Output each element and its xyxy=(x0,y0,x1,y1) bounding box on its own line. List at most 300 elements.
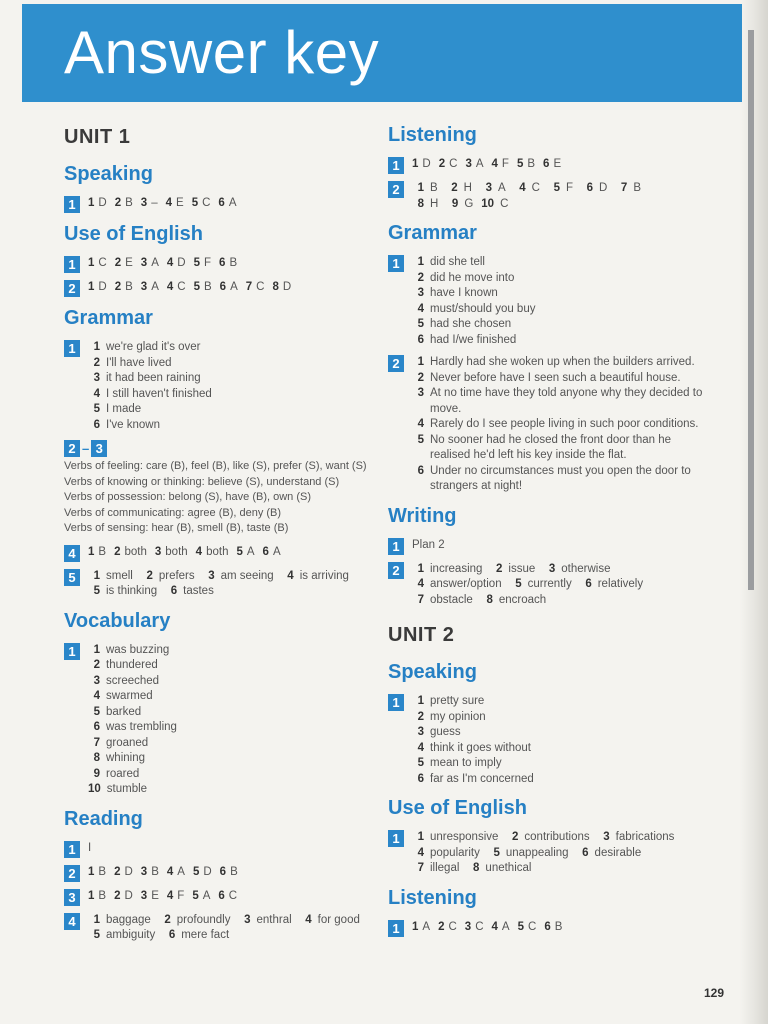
answer-list xyxy=(412,157,708,173)
exercise-number: 3 xyxy=(91,440,107,457)
answer-line xyxy=(412,562,708,578)
item-number: 1 xyxy=(93,341,100,353)
exercise-number: 1 xyxy=(388,830,404,847)
answer-item xyxy=(517,158,535,170)
list-item xyxy=(88,720,369,736)
answer-item xyxy=(438,921,457,933)
answer-list xyxy=(412,920,708,936)
item-answer: thundered xyxy=(106,659,158,671)
list-item xyxy=(88,356,369,372)
item-number: 4 xyxy=(166,865,174,878)
answer-item xyxy=(194,257,211,269)
item-number: 5 xyxy=(93,403,100,415)
item-answer: B xyxy=(204,281,212,293)
item-answer: ambiguity xyxy=(106,929,156,941)
item-number: 6 xyxy=(170,585,178,597)
left-column xyxy=(64,122,369,951)
item-number: 6 xyxy=(219,865,227,878)
item-answer: A xyxy=(202,889,211,902)
item-answer: D xyxy=(98,197,107,209)
item-number: 6 xyxy=(543,158,550,170)
answer-item xyxy=(492,158,509,170)
range-dash: – xyxy=(82,441,90,456)
item-number: 5 xyxy=(191,197,199,209)
item-answer: is arriving xyxy=(299,569,349,582)
section-heading-use-of-english: Use of English xyxy=(64,223,203,245)
item-answer: popularity xyxy=(430,846,480,859)
item-answer: my opinion xyxy=(430,710,486,723)
item-number: 6 xyxy=(218,889,225,902)
list-item xyxy=(88,705,369,721)
item-number: 7 xyxy=(245,281,253,293)
item-answer: D xyxy=(98,281,107,293)
exercise-number: 3 xyxy=(64,889,80,906)
item-number: 4 xyxy=(417,846,424,859)
item-answer: had I/we finished xyxy=(430,333,517,346)
answer-item xyxy=(412,594,473,606)
answer-item xyxy=(446,198,473,210)
item-answer: both xyxy=(124,545,147,558)
answer-item xyxy=(115,257,133,269)
item-answer: think it goes without xyxy=(430,741,532,754)
answer-item xyxy=(88,546,106,558)
exercise xyxy=(388,830,708,877)
item-answer: it had been raining xyxy=(106,372,201,384)
answer-item xyxy=(155,546,188,558)
item-answer: C xyxy=(449,158,458,170)
item-answer: A xyxy=(228,197,237,209)
item-number: 2 xyxy=(114,257,122,269)
list-item xyxy=(412,725,708,741)
answer-item xyxy=(412,198,438,210)
answer-item xyxy=(412,563,482,575)
item-answer: must/should you buy xyxy=(430,302,536,315)
item-number: 6 xyxy=(586,182,593,194)
item-number: 6 xyxy=(93,721,100,733)
item-answer: did she tell xyxy=(430,256,485,268)
item-answer: C xyxy=(256,281,265,293)
list-item xyxy=(412,433,708,464)
unit-heading: UNIT 1 xyxy=(64,126,131,148)
answer-item xyxy=(193,866,212,878)
answer-item xyxy=(88,929,155,941)
item-answer: D xyxy=(177,257,186,269)
exercise xyxy=(64,643,369,798)
item-answer: Never before have I seen such a beautiful house. xyxy=(430,371,681,384)
item-answer: answer/option xyxy=(430,578,502,590)
answer-item xyxy=(467,862,531,874)
item-number: 1 xyxy=(412,920,419,933)
item-answer: C xyxy=(531,182,540,194)
item-answer: stumble xyxy=(106,783,148,795)
answer-item xyxy=(282,570,349,582)
item-answer: contributions xyxy=(524,831,590,843)
answer-item xyxy=(196,546,229,558)
item-answer: D xyxy=(124,865,133,878)
item-number: 3 xyxy=(485,182,492,194)
answer-item xyxy=(192,890,210,902)
item-number: 1 xyxy=(417,562,424,575)
answer-item xyxy=(412,158,431,170)
item-answer: D xyxy=(422,158,431,170)
item-answer: am seeing xyxy=(220,569,274,582)
item-answer: guess xyxy=(430,726,461,738)
item-number: 3 xyxy=(140,865,148,878)
item-number: 7 xyxy=(417,593,424,606)
answer-line xyxy=(88,569,369,585)
item-answer: B xyxy=(230,865,238,878)
answer-item xyxy=(218,890,237,902)
item-number: 1 xyxy=(88,545,95,558)
item-number: 4 xyxy=(417,302,424,315)
item-answer: E xyxy=(176,197,184,209)
answer-line xyxy=(88,584,369,600)
answer-line xyxy=(88,913,369,929)
item-number: 10 xyxy=(88,783,101,795)
exercise xyxy=(388,538,708,555)
item-answer: A xyxy=(422,920,431,933)
item-number: 5 xyxy=(193,257,200,269)
exercise-number: 1 xyxy=(64,340,80,357)
item-answer: E xyxy=(151,889,159,902)
item-number: 3 xyxy=(93,372,100,384)
item-number: 6 xyxy=(262,545,269,558)
item-number: 4 xyxy=(287,569,294,582)
item-answer: C xyxy=(500,197,509,210)
answer-item xyxy=(114,890,133,902)
item-number: 2 xyxy=(164,913,171,926)
answer-item xyxy=(88,914,151,926)
answer-item xyxy=(114,866,133,878)
exercise-number: 4 xyxy=(64,545,80,562)
item-answer: F xyxy=(177,889,185,902)
item-number: 5 xyxy=(93,705,100,718)
list-item xyxy=(88,689,369,705)
item-answer: encroach xyxy=(498,593,547,606)
answer-item xyxy=(481,594,546,606)
item-number: 2 xyxy=(114,197,122,209)
list-item xyxy=(88,658,369,674)
exercise xyxy=(64,440,369,537)
item-number: 1 xyxy=(88,889,95,902)
item-answer: we're glad it's over xyxy=(106,341,201,353)
item-answer: had she chosen xyxy=(430,318,512,330)
exercise xyxy=(64,841,369,858)
item-number: 2 xyxy=(438,920,445,933)
answer-item xyxy=(615,182,641,194)
answer-list xyxy=(412,355,708,495)
list-item xyxy=(412,694,708,710)
item-answer: otherwise xyxy=(561,562,611,575)
item-answer: Hardly had she woken up when the builders arrived. xyxy=(430,356,695,368)
answer-item xyxy=(203,570,274,582)
exercise-number: 2 xyxy=(388,562,404,579)
title-banner xyxy=(22,4,742,102)
item-answer: was trembling xyxy=(106,721,177,733)
item-answer: B xyxy=(98,545,107,558)
answer-item xyxy=(114,546,147,558)
item-number: 7 xyxy=(417,862,424,874)
item-answer: A xyxy=(151,281,159,293)
item-number: 3 xyxy=(548,562,556,575)
list-item xyxy=(88,674,369,690)
item-answer: B xyxy=(554,920,563,933)
answer-item xyxy=(141,281,159,293)
list-item xyxy=(88,643,369,659)
answer-list xyxy=(412,181,708,212)
item-answer: A xyxy=(501,920,510,933)
item-number: 3 xyxy=(140,197,148,209)
answer-item xyxy=(481,198,508,210)
item-answer: A xyxy=(475,158,484,170)
exercise xyxy=(388,181,708,212)
item-answer: C xyxy=(98,257,107,269)
item-answer: barked xyxy=(106,705,142,718)
item-answer: F xyxy=(565,182,573,194)
unit-heading: UNIT 2 xyxy=(388,624,455,646)
item-number: 2 xyxy=(114,545,121,558)
answer-item xyxy=(580,578,643,590)
list-item xyxy=(88,782,369,798)
item-number: 2 xyxy=(114,889,121,902)
item-answer: did he move into xyxy=(430,271,515,284)
item-answer: desirable xyxy=(594,846,642,859)
item-number: 1 xyxy=(417,831,424,843)
list-item xyxy=(88,767,369,783)
item-answer: screeched xyxy=(106,674,160,687)
answer-item xyxy=(167,866,185,878)
item-answer: currently xyxy=(527,578,572,590)
item-answer: B xyxy=(125,197,133,209)
exercise xyxy=(388,355,708,495)
item-number: 4 xyxy=(417,418,424,430)
item-answer: unresponsive xyxy=(430,831,499,843)
exercise xyxy=(64,913,369,944)
item-answer: mean to imply xyxy=(430,757,502,769)
answer-item xyxy=(88,866,106,878)
item-number: 3 xyxy=(417,387,424,399)
answer-item xyxy=(543,158,561,170)
item-number: 1 xyxy=(417,356,424,368)
item-number: 1 xyxy=(412,158,419,170)
answer-list xyxy=(412,562,708,609)
exercise-number: 2 xyxy=(388,181,404,198)
answer-item xyxy=(514,182,540,194)
item-number: 4 xyxy=(165,197,173,209)
item-number: 9 xyxy=(451,197,459,210)
item-answer: C xyxy=(177,281,186,293)
answer-list xyxy=(412,694,708,787)
item-answer: D xyxy=(599,182,608,194)
item-answer: was buzzing xyxy=(106,643,170,656)
item-number: 4 xyxy=(166,257,174,269)
list-item xyxy=(88,736,369,752)
item-answer: B xyxy=(229,257,238,269)
section-heading-listening: Listening xyxy=(388,124,477,146)
item-number: 9 xyxy=(93,767,100,780)
text-line: Verbs of possession: belong (S), have (B), own (S) xyxy=(64,491,312,503)
item-answer: F xyxy=(204,257,212,269)
item-answer: smell xyxy=(106,569,133,582)
exercise-number-range xyxy=(64,440,361,457)
answer-line xyxy=(88,928,369,944)
answer-item xyxy=(510,578,572,590)
item-answer: A xyxy=(151,257,159,269)
item-answer: relatively xyxy=(597,578,644,590)
item-number: 2 xyxy=(114,865,121,878)
exercise-number: 2 xyxy=(388,355,404,372)
list-item xyxy=(412,386,708,417)
item-number: 1 xyxy=(88,257,95,269)
answer-item xyxy=(548,182,573,194)
item-answer: I still haven't finished xyxy=(106,387,212,400)
item-answer: H xyxy=(430,197,439,210)
exercise-number: 1 xyxy=(64,256,80,273)
item-answer: both xyxy=(165,545,188,558)
item-answer: A xyxy=(230,281,238,293)
answer-item xyxy=(412,847,480,859)
item-number: 1 xyxy=(417,256,424,268)
exercise-number: 4 xyxy=(64,913,80,930)
item-answer: – xyxy=(151,197,158,209)
list-item xyxy=(412,317,708,333)
item-number: 2 xyxy=(417,710,424,723)
list-item xyxy=(88,340,369,356)
item-answer: increasing xyxy=(430,562,483,575)
answer-list xyxy=(88,913,369,944)
answer-list xyxy=(88,569,369,600)
exercise-number: 1 xyxy=(64,841,80,858)
item-answer: D xyxy=(124,889,133,902)
item-answer: for good xyxy=(317,913,360,926)
list-item xyxy=(412,417,708,433)
item-number: 4 xyxy=(417,741,424,754)
answer-line xyxy=(412,577,708,593)
answer-item xyxy=(518,921,537,933)
answer-line xyxy=(412,830,708,846)
verb-categories xyxy=(64,459,369,537)
item-answer: C xyxy=(475,920,484,933)
answer-item xyxy=(412,921,430,933)
item-answer: B xyxy=(430,182,438,194)
answer-item xyxy=(220,866,238,878)
item-answer: D xyxy=(203,865,212,878)
answer-item xyxy=(88,890,106,902)
exercise-number: 5 xyxy=(64,569,80,586)
answer-item xyxy=(506,831,589,843)
item-answer: I'll have lived xyxy=(106,356,172,369)
answer-item xyxy=(88,197,107,209)
item-number: 1 xyxy=(93,913,100,926)
exercise-number: 1 xyxy=(388,157,404,174)
section-heading-reading: Reading xyxy=(64,807,143,830)
answer-item xyxy=(88,281,107,293)
answer-item xyxy=(577,847,642,859)
page-title: Answer key xyxy=(64,19,380,86)
item-number: 2 xyxy=(438,158,446,170)
answer-item xyxy=(88,585,157,597)
item-number: 2 xyxy=(451,182,458,194)
item-number: 5 xyxy=(417,433,424,446)
answer-item xyxy=(218,197,236,209)
item-number: 3 xyxy=(464,920,472,933)
item-answer: F xyxy=(501,158,509,170)
list-item xyxy=(412,286,708,302)
item-answer: whining xyxy=(106,752,145,764)
answer-item xyxy=(167,257,186,269)
item-number: 3 xyxy=(154,545,162,558)
item-answer: A xyxy=(246,545,255,558)
item-number: 6 xyxy=(93,418,100,431)
item-answer: C xyxy=(228,889,238,902)
item-answer: A xyxy=(497,182,506,194)
item-answer: tastes xyxy=(183,585,214,597)
item-answer: C xyxy=(528,920,537,933)
exercise xyxy=(64,256,369,273)
item-number: 5 xyxy=(192,889,199,902)
answer-item xyxy=(581,182,607,194)
answer-item xyxy=(465,921,484,933)
item-answer: No sooner had he closed the front door than he realised he'd left his key inside the flat. xyxy=(430,433,672,461)
answer-item xyxy=(439,158,458,170)
answer-list xyxy=(88,889,369,905)
answer-list xyxy=(88,340,369,433)
answer-item xyxy=(167,281,186,293)
answer-item xyxy=(246,281,265,293)
list-item xyxy=(88,418,369,434)
list-item xyxy=(412,255,708,271)
answer-list xyxy=(88,643,369,798)
section-heading-grammar: Grammar xyxy=(64,307,153,329)
item-number: 7 xyxy=(93,736,100,749)
item-answer: is thinking xyxy=(106,585,158,597)
answer-item xyxy=(488,847,569,859)
text-line: Verbs of communicating: agree (B), deny (B) xyxy=(64,506,282,519)
item-answer: prefers xyxy=(158,569,195,582)
item-number: 2 xyxy=(417,371,424,384)
answer-list xyxy=(412,830,708,877)
item-answer: pretty sure xyxy=(430,695,485,707)
item-number: 4 xyxy=(93,690,100,702)
exercise xyxy=(64,196,369,213)
list-item xyxy=(412,371,708,387)
exercise-number: 1 xyxy=(388,920,404,937)
text-line: Verbs of feeling: care (B), feel (B), like (S), prefer (S), want (S) xyxy=(64,460,367,472)
answer-item xyxy=(598,831,675,843)
exercise xyxy=(388,157,708,174)
section-heading-speaking: Speaking xyxy=(64,163,153,185)
exercise xyxy=(388,562,708,609)
item-number: 4 xyxy=(93,387,100,400)
page-edge xyxy=(740,0,768,1024)
list-item xyxy=(88,387,369,403)
item-number: 5 xyxy=(417,318,424,330)
answer-list xyxy=(88,280,369,296)
exercise-number: 2 xyxy=(64,865,80,882)
answer-text: Plan 2 xyxy=(412,538,445,551)
item-answer: At no time have they told anyone why they decided to move. xyxy=(430,387,703,415)
item-answer: I've known xyxy=(106,418,160,431)
answer-item xyxy=(192,197,211,209)
answer-item xyxy=(236,546,254,558)
item-number: 2 xyxy=(512,831,519,843)
item-answer: profoundly xyxy=(176,913,231,926)
item-number: 2 xyxy=(496,562,503,575)
item-answer: both xyxy=(206,545,229,558)
item-answer: B xyxy=(527,158,536,170)
item-number: 1 xyxy=(88,865,95,878)
item-number: 2 xyxy=(93,659,100,671)
